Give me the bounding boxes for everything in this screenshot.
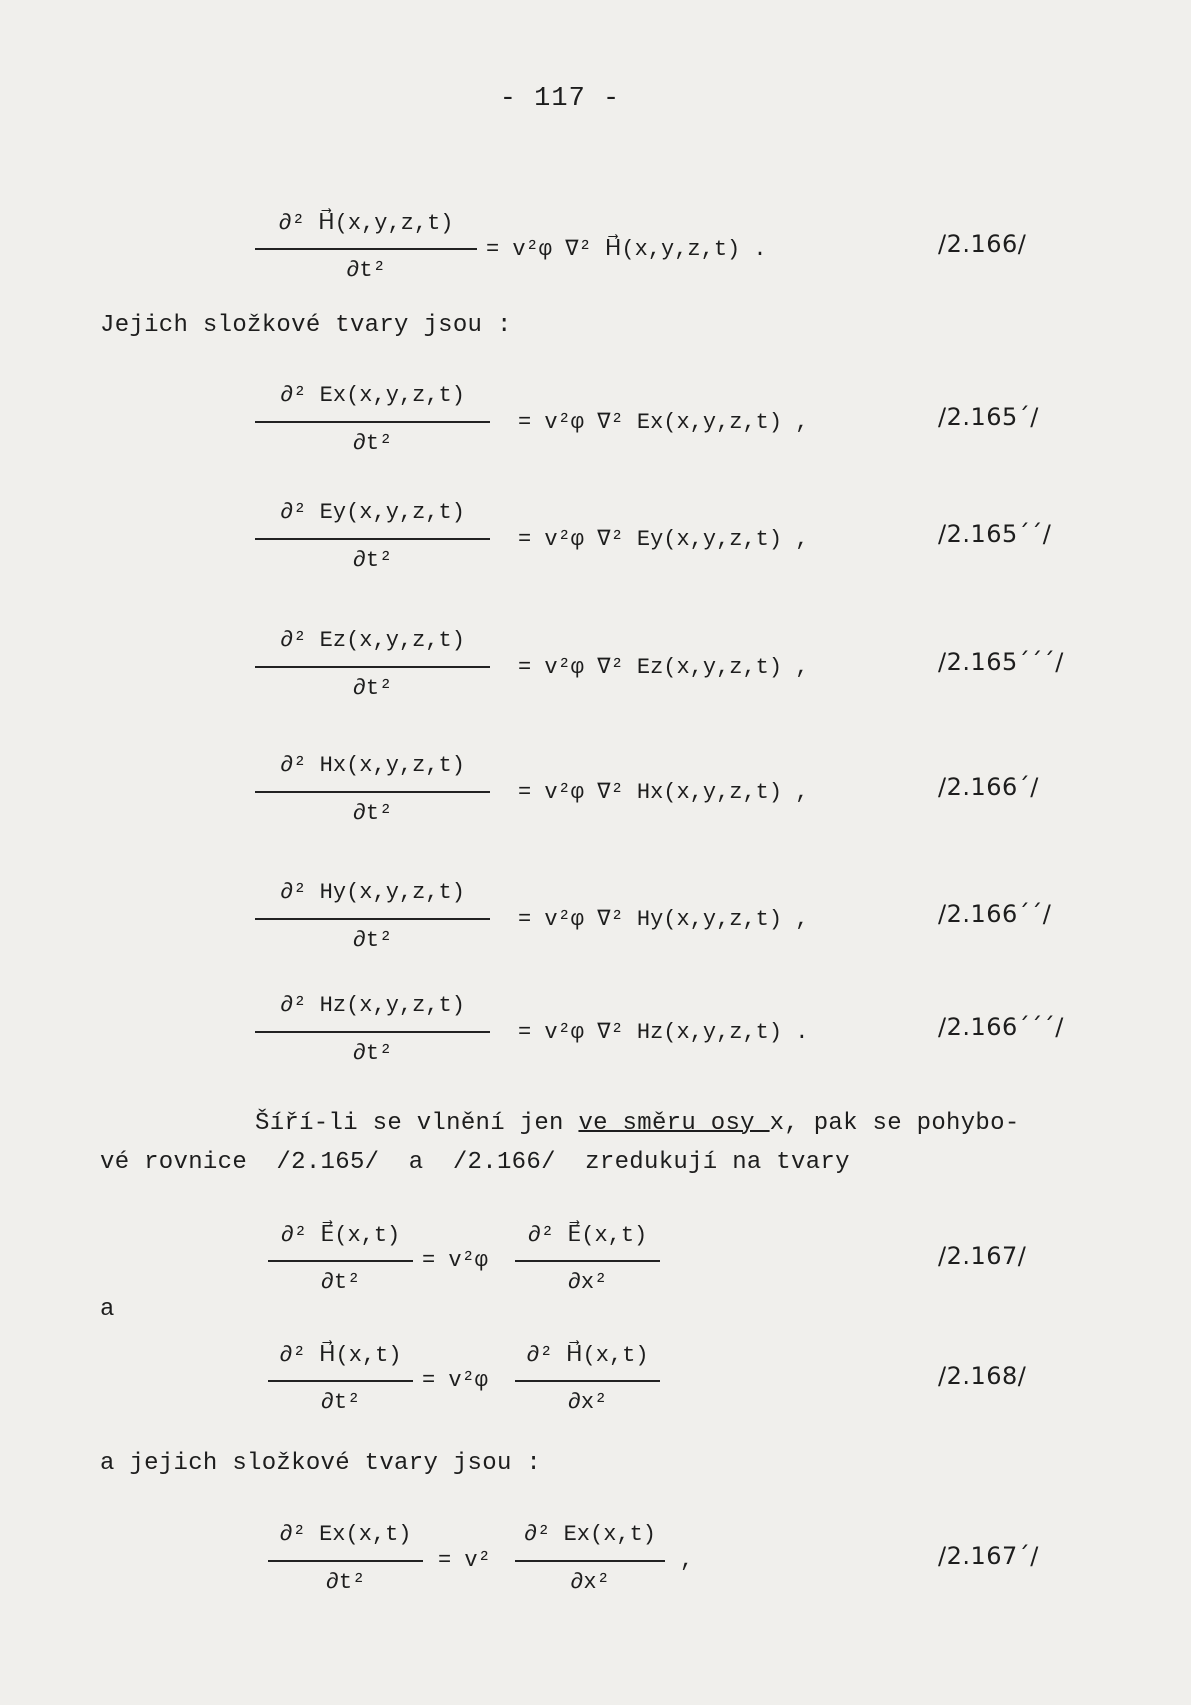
equation-2-167-prime: [0, 1522, 1191, 1612]
denominator: ∂t²: [346, 258, 386, 283]
right-hand-side: = v²φ ∇² Ez(x,y,z,t) ,: [518, 655, 809, 680]
right-hand-side: = v²φ ∇² Hz(x,y,z,t) .: [518, 1020, 809, 1045]
denominator: ∂t²: [352, 928, 393, 953]
numerator: ∂² Hy(x,y,z,t): [280, 880, 465, 905]
equation-label: /2.167´/: [938, 1542, 1039, 1570]
numerator: ∂² Ex(x,t): [523, 1522, 657, 1547]
denominator: ∂x²: [567, 1270, 608, 1295]
numerator: ∂² Ex(x,y,z,t): [280, 383, 465, 408]
paragraph-line-2: vé rovnice /2.165/ a /2.166/ zredukují na tvary: [100, 1149, 850, 1176]
equation-label: /2.167/: [938, 1242, 1027, 1270]
equation-2-166-triple-prime: [0, 993, 1191, 1083]
coefficient: = v²: [438, 1548, 491, 1573]
equation-2-166-prime: [0, 753, 1191, 843]
right-hand-side: = v²φ ∇² Hy(x,y,z,t) ,: [518, 907, 809, 932]
fraction-bar: [255, 666, 490, 668]
trailing-comma: ,: [680, 1548, 694, 1573]
equation-2-165-double-prime: [0, 500, 1191, 590]
denominator: ∂t²: [352, 431, 393, 456]
numerator: ∂² H⃗(x,t): [279, 1343, 402, 1368]
right-hand-side: = v²φ ∇² Hx(x,y,z,t) ,: [518, 780, 809, 805]
fraction-bar: [268, 1380, 413, 1382]
equation-2-168: [0, 1342, 1191, 1432]
fraction-bar: [255, 1031, 490, 1033]
fraction-bar: [268, 1560, 423, 1562]
underlined-phrase: ve směru osy: [578, 1110, 770, 1137]
numerator: ∂² H⃗(x,t): [526, 1343, 649, 1368]
denominator: ∂t²: [320, 1270, 361, 1295]
fraction-bar: [515, 1380, 660, 1382]
numerator: ∂² Ey(x,y,z,t): [280, 500, 465, 525]
equation-label: /2.166/: [938, 230, 1027, 258]
numerator: ∂² Ex(x,t): [279, 1522, 412, 1547]
paragraph-line-1: [255, 1110, 1020, 1137]
equation-label: /2.166´´/: [938, 900, 1052, 928]
denominator: ∂t²: [352, 1041, 393, 1066]
intro-text-2: a jejich složkové tvary jsou :: [100, 1450, 542, 1477]
equation-label: /2.165´´/: [938, 520, 1052, 548]
fraction-bar: [255, 918, 490, 920]
paragraph-text: Šíří-li se vlnění jen: [255, 1110, 579, 1137]
numerator: ∂² Hz(x,y,z,t): [280, 993, 465, 1018]
paragraph-text: x, pak se pohybo-: [769, 1110, 1020, 1137]
intro-text: Jejich složkové tvary jsou :: [100, 312, 512, 339]
page-number: - 117 -: [499, 84, 621, 114]
numerator: ∂² Hx(x,y,z,t): [280, 753, 465, 778]
numerator: ∂² E⃗(x,t): [280, 1223, 401, 1248]
denominator: ∂t²: [352, 801, 393, 826]
coefficient: = v²φ: [422, 1368, 489, 1393]
fraction-bar: [255, 538, 490, 540]
equation-2-165-triple-prime: [0, 628, 1191, 718]
fraction-bar: [515, 1560, 665, 1562]
equation-label: /2.166´/: [938, 773, 1039, 801]
equation-2-166: [0, 210, 1191, 300]
denominator: ∂t²: [320, 1390, 361, 1415]
right-hand-side: = v²φ ∇² H⃗(x,y,z,t) .: [486, 237, 767, 262]
fraction-bar: [255, 791, 490, 793]
fraction-bar: [255, 421, 490, 423]
fraction-bar: [255, 248, 477, 250]
denominator: ∂t²: [325, 1570, 366, 1595]
equation-label: /2.165´/: [938, 403, 1039, 431]
conjunction-a: a: [100, 1296, 115, 1323]
equation-2-166-double-prime: [0, 880, 1191, 970]
denominator: ∂x²: [570, 1570, 610, 1595]
denominator: ∂t²: [352, 676, 393, 701]
fraction-bar: [515, 1260, 660, 1262]
equation-label: /2.168/: [938, 1362, 1027, 1390]
numerator: ∂² Ez(x,y,z,t): [280, 628, 465, 653]
numerator: ∂² E⃗(x,t): [527, 1223, 648, 1248]
coefficient: = v²φ: [422, 1248, 489, 1273]
numerator: ∂² H⃗(x,y,z,t): [278, 211, 454, 236]
equation-label: /2.166´´´/: [938, 1013, 1064, 1041]
equation-2-167: [0, 1222, 1191, 1312]
denominator: ∂t²: [352, 548, 393, 573]
right-hand-side: = v²φ ∇² Ey(x,y,z,t) ,: [518, 527, 809, 552]
fraction-bar: [268, 1260, 413, 1262]
right-hand-side: = v²φ ∇² Ex(x,y,z,t) ,: [518, 410, 809, 435]
equation-2-165-prime: [0, 383, 1191, 473]
denominator: ∂x²: [567, 1390, 608, 1415]
equation-label: /2.165´´´/: [938, 648, 1064, 676]
